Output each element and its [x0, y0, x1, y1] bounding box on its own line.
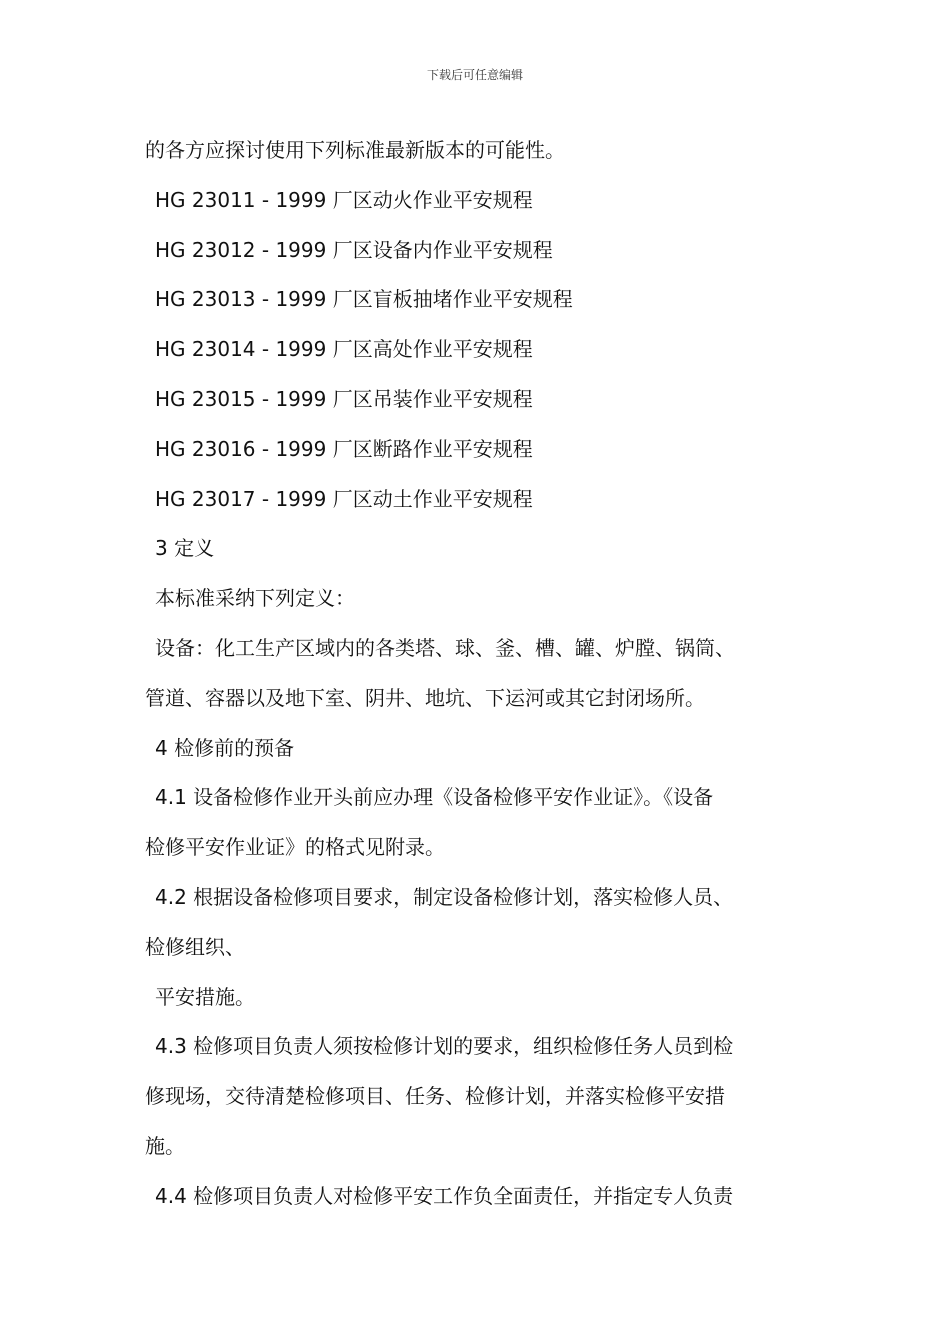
text-line: 设备：化工生产区域内的各类塔、球、釜、槽、罐、炉膛、锅筒、 [155, 635, 735, 660]
text-line: 管道、容器以及地下室、阴井、地坑、下运河或其它封闭场所。 [145, 685, 705, 710]
standard-reference-line: HG 23013 - 1999 厂区盲板抽堵作业平安规程 [155, 287, 573, 312]
section-heading: 3 定义 [155, 536, 215, 561]
text-line: 检修平安作业证》的格式见附录。 [145, 835, 445, 860]
text-line: 的各方应探讨使用下列标准最新版本的可能性。 [145, 138, 565, 162]
standard-reference-line: HG 23015 - 1999 厂区吊装作业平安规程 [155, 386, 533, 411]
text-line: 施。 [145, 1133, 185, 1158]
text-line: 检修组织、 [145, 934, 245, 959]
page-header: 下载后可任意编辑 [426, 68, 523, 82]
standard-reference-line: HG 23014 - 1999 厂区高处作业平安规程 [155, 337, 533, 362]
text-line: 4.3 检修项目负责人须按检修计划的要求，组织检修任务人员到检 [155, 1034, 734, 1059]
text-line: 修现场，交待清楚检修项目、任务、检修计划，并落实检修平安措 [145, 1084, 725, 1109]
document-body [145, 126, 810, 1222]
standard-reference-line: HG 23017 - 1999 厂区动土作业平安规程 [155, 486, 533, 511]
text-line: 4.1 设备检修作业开头前应办理《设备检修平安作业证》。《设备 [155, 785, 714, 810]
text-line: 4.2 根据设备检修项目要求，制定设备检修计划，落实检修人员、 [155, 884, 734, 909]
text-line: 平安措施。 [155, 984, 255, 1009]
standard-reference-line: HG 23012 - 1999 厂区设备内作业平安规程 [155, 237, 553, 262]
standard-reference-line: HG 23016 - 1999 厂区断路作业平安规程 [155, 436, 533, 461]
section-heading: 4 检修前的预备 [155, 735, 295, 760]
text-line: 4.4 检修项目负责人对检修平安工作负全面责任，并指定专人负责 [155, 1183, 734, 1208]
standard-reference-line: HG 23011 - 1999 厂区动火作业平安规程 [155, 187, 533, 212]
text-line: 本标准采纳下列定义： [155, 586, 355, 611]
